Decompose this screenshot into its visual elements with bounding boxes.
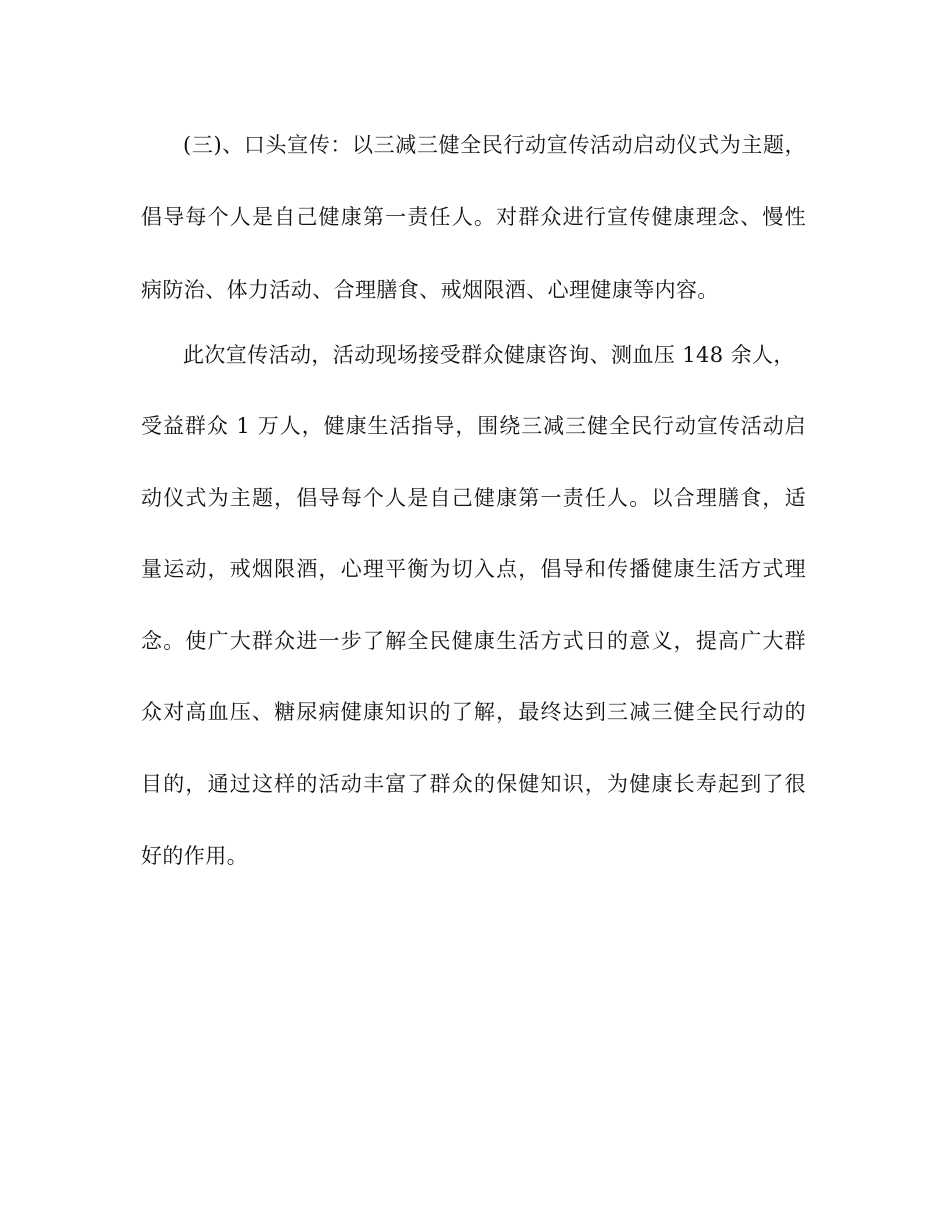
text-line: 念。使广大群众进一步了解全民健康生活方式日的意义，提高广大群 xyxy=(141,629,806,653)
text-line: 目的，通过这样的活动丰富了群众的保健知识，为健康长寿起到了很 xyxy=(141,772,806,796)
text-line: 此次宣传活动，活动现场接受群众健康咨询、测血压 148 余人， xyxy=(183,343,795,367)
text-line: 动仪式为主题，倡导每个人是自己健康第一责任人。以合理膳食，适 xyxy=(141,486,806,510)
text-line: 病防治、体力活动、合理膳食、戒烟限酒、心理健康等内容。 xyxy=(141,278,719,302)
text-line: (三)、口头宣传：以三减三健全民行动宣传活动启动仪式为主题， xyxy=(183,133,806,157)
text-line: 量运动，戒烟限酒，心理平衡为切入点，倡导和传播健康生活方式理 xyxy=(141,557,806,581)
text-line: 受益群众 1 万人，健康生活指导，围绕三减三健全民行动宣传活动启 xyxy=(141,414,806,438)
text-line: 好的作用。 xyxy=(141,844,248,868)
text-line: 众对高血压、糖尿病健康知识的了解，最终达到三减三健全民行动的 xyxy=(141,700,806,724)
text-line: 倡导每个人是自己健康第一责任人。对群众进行宣传健康理念、慢性 xyxy=(141,205,806,229)
